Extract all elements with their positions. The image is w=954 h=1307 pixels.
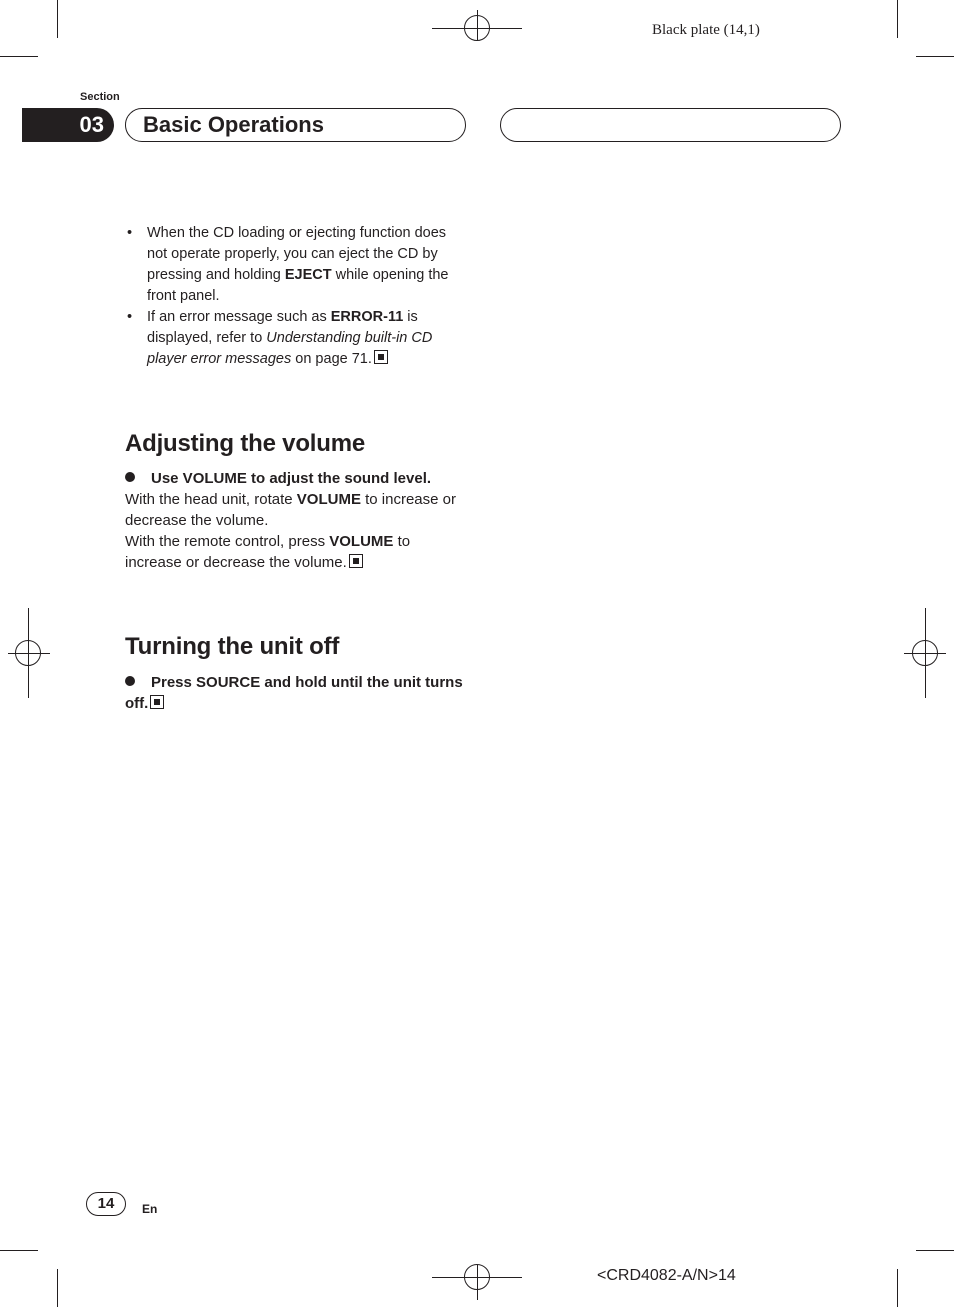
page-number: 14 — [86, 1192, 126, 1216]
bullet-dot-icon — [125, 472, 135, 482]
section-title: Basic Operations — [125, 108, 466, 142]
note-eject: • When the CD loading or ejecting function does not operate properly, you can eject the CD by pressing and holding EJECT while opening the front panel. — [125, 223, 470, 307]
crop-mark — [897, 0, 898, 38]
crop-mark — [916, 56, 954, 57]
crop-mark — [916, 1250, 954, 1251]
end-mark-icon — [374, 350, 388, 364]
crop-mark — [897, 1269, 898, 1307]
plate-label: Black plate (14,1) — [652, 22, 760, 38]
crop-mark — [57, 1269, 58, 1307]
crop-mark — [0, 56, 38, 57]
heading-adjusting-volume: Adjusting the volume — [125, 430, 366, 457]
bullet-dot-icon — [125, 676, 135, 686]
language-label: En — [142, 1202, 158, 1216]
section-title-blank — [500, 108, 841, 142]
document-code: <CRD4082-A/N>14 — [597, 1267, 736, 1284]
step-unit-off: Press SOURCE and hold until the unit turns off. — [125, 674, 463, 712]
end-mark-icon — [150, 695, 164, 709]
notes-list — [125, 223, 470, 370]
end-mark-icon — [349, 554, 363, 568]
step-volume: Use VOLUME to adjust the sound level. — [125, 468, 470, 489]
crop-mark — [57, 0, 58, 38]
section-label: Section — [80, 91, 120, 103]
volume-remote: With the remote control, press VOLUME to increase or decrease the volume. — [125, 533, 411, 571]
note-error: • If an error message such as ERROR-11 is displayed, refer to Understanding built-in CD player error messages on page 71. — [125, 307, 470, 370]
volume-head-unit: With the head unit, rotate VOLUME to increase or decrease the volume. — [125, 491, 456, 529]
volume-body — [125, 489, 470, 573]
heading-turning-off: Turning the unit off — [125, 633, 340, 660]
section-number: 03 — [22, 108, 114, 142]
crop-mark — [0, 1250, 38, 1251]
